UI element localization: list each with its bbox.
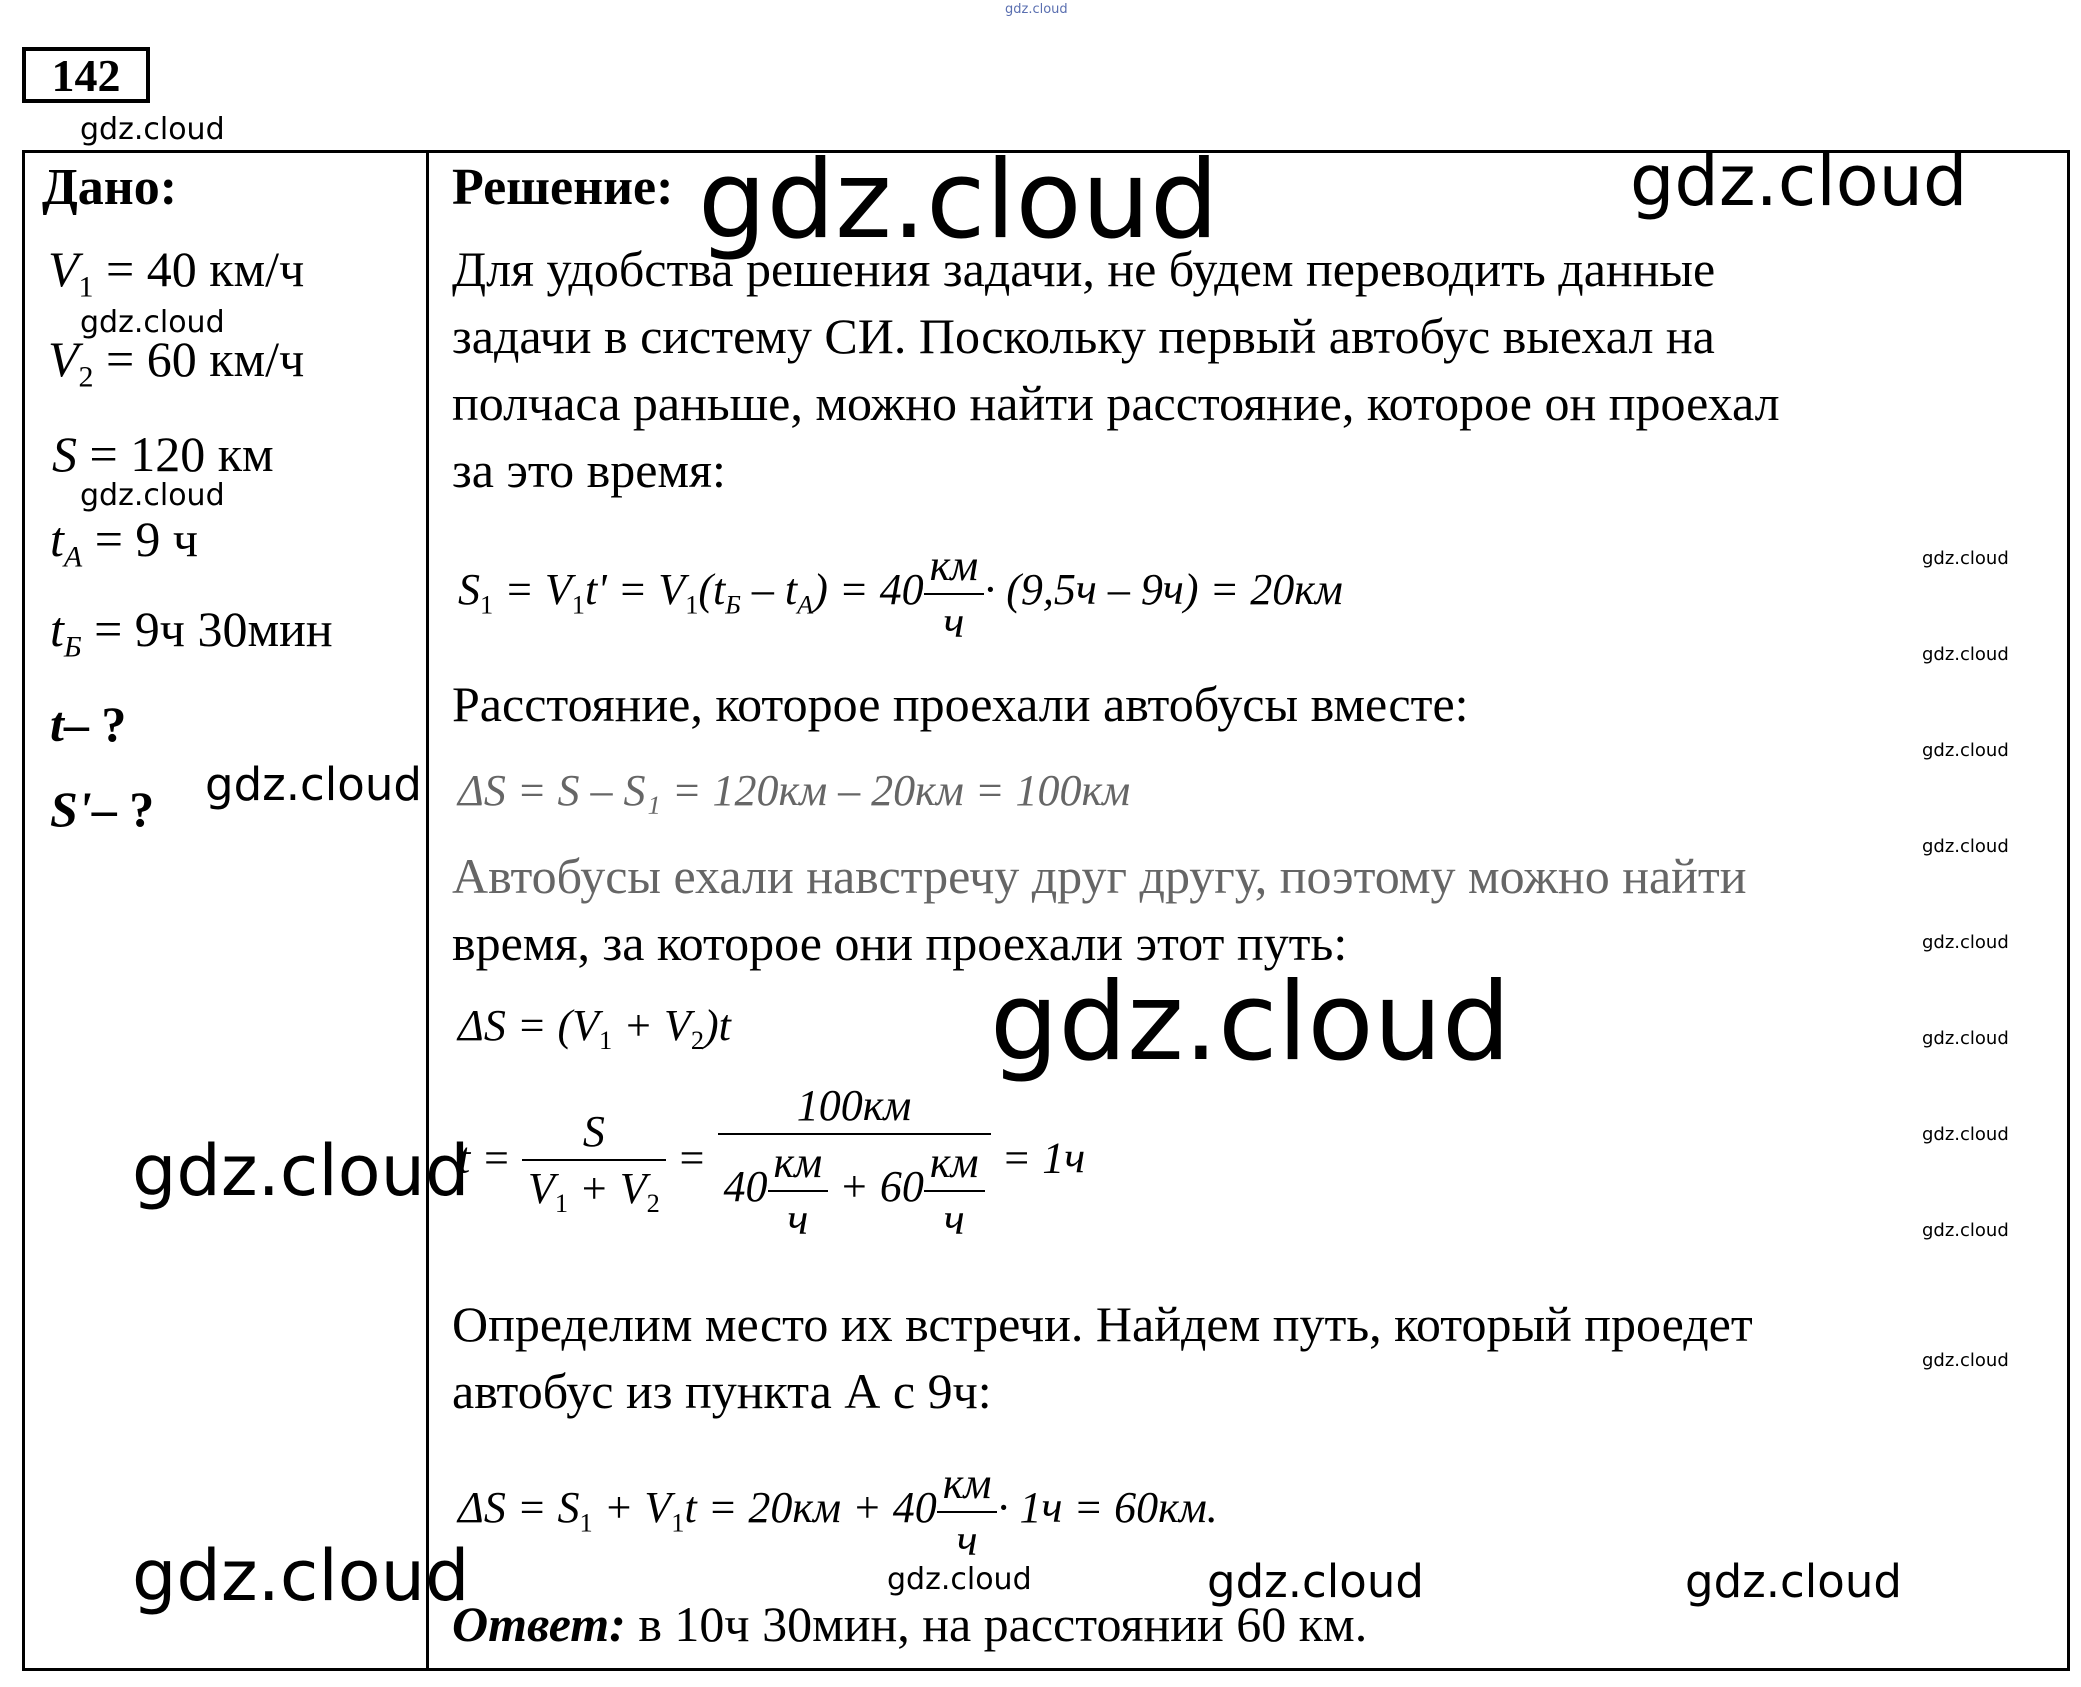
formula-s1: $S_1 = V_1t' = V_1(t_Б - t_А) = 40$ $\frac{км}{ч}$ · (9,5ч – 9ч) = 20км [458, 541, 1343, 647]
solution-line: полчаса раньше, можно найти расстояние, которое он проехал [452, 375, 1780, 431]
formula-meeting-point: $\Delta S = S_1 + V_1t = 20км + 40$ $\frac{км}{ч}$ · 1ч = 60км. [458, 1459, 1218, 1565]
watermark: gdz.cloud [205, 758, 422, 811]
watermark: gdz.cloud [1922, 548, 2009, 569]
solution-line: Определим место их встречи. Найдем путь, который проедет [452, 1296, 1753, 1352]
watermark: gdz.cloud [990, 960, 1511, 1085]
solution-heading: Решение: [452, 159, 674, 216]
watermark: gdz.cloud [80, 305, 225, 340]
watermark: gdz.cloud [1922, 836, 2009, 857]
solution-line: автобус из пункта А с 9ч: [452, 1363, 992, 1419]
formula-delta-s: ΔS = S – S₁ = 120км – 20км = 100км [458, 766, 1131, 815]
solution-line: Автобусы ехали навстречу друг другу, поэтому можно найти [452, 848, 1747, 904]
watermark: gdz.cloud [132, 1130, 470, 1212]
given-question-s: S'– ? [50, 781, 155, 837]
solution-line: Расстояние, которое проехали автобусы вместе: [452, 676, 1469, 732]
watermark: gdz.cloud [1630, 140, 1968, 222]
watermark: gdz.cloud [1685, 1555, 1902, 1608]
given-v1: $V_1 = 40$ км/ч [48, 241, 305, 304]
watermark: gdz.cloud [80, 478, 225, 513]
column-divider [426, 150, 429, 1671]
given-ta: $t_А = 9$ ч [50, 511, 199, 574]
formula-t: t = $\frac{S}{V_1 + V_2}$ = 100км 40 $\frac{км}{ч}$ + 60 $\frac{км}{ч}$ = 1ч [458, 1081, 1086, 1244]
watermark-top: gdz.cloud [1005, 2, 1068, 17]
given-v2: $V_2 = 60$ км/ч [48, 331, 305, 394]
watermark: gdz.cloud [1922, 1124, 2009, 1145]
formula-delta-s-vt: $\Delta S = (V_1 + V_2)t$ [458, 1001, 731, 1056]
answer: Ответ: в 10ч 30мин, на расстоянии 60 км. [452, 1596, 1368, 1652]
watermark: gdz.cloud [1922, 1028, 2009, 1049]
solution-line: задачи в систему СИ. Поскольку первый автобус выехал на [452, 308, 1715, 364]
watermark: gdz.cloud [1207, 1555, 1424, 1608]
solution-line: за это время: [452, 442, 726, 498]
given-heading: Дано: [42, 159, 178, 216]
watermark: gdz.cloud [132, 1535, 470, 1617]
given-tb: $t_Б = 9ч$ 30мин [50, 601, 333, 664]
watermark: gdz.cloud [1922, 740, 2009, 761]
watermark: gdz.cloud [698, 138, 1219, 263]
watermark: gdz.cloud [1922, 644, 2009, 665]
watermark: gdz.cloud [887, 1562, 1032, 1597]
watermark: gdz.cloud [1922, 1220, 2009, 1241]
solution-line: Для удобства решения задачи, не будем переводить данные [452, 241, 1716, 297]
watermark: gdz.cloud [80, 112, 225, 147]
watermark: gdz.cloud [1922, 932, 2009, 953]
watermark: gdz.cloud [1922, 1350, 2009, 1371]
solution-line: время, за которое они проехали этот путь: [452, 915, 1348, 971]
task-number-box: 142 [22, 47, 150, 103]
given-s: S = 120 км [52, 426, 274, 482]
given-question-t: t– ? [50, 696, 127, 752]
